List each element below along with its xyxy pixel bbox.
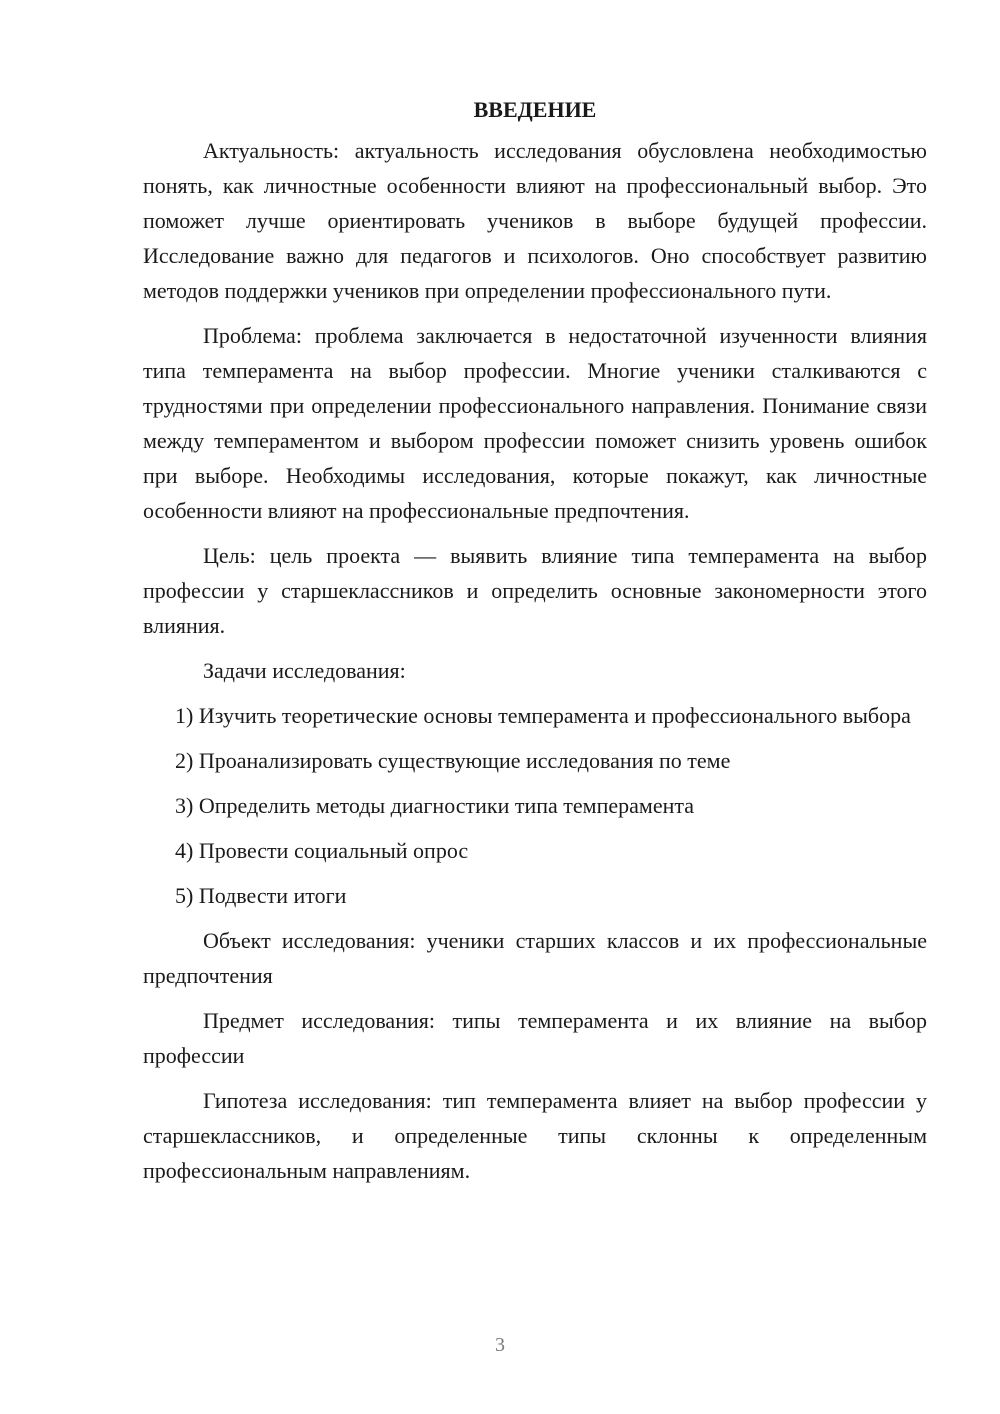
problem-paragraph: Проблема: проблема заключается в недостаточной изученности влияния типа темперамента на выбор профессии. Многие ученики сталкиваются с трудностями при определении профессионального направления. Понимание связи между темпераментом и выбором профессии поможет снизить уровень ошибок при выборе. Необходимы исследования, которые покажут, как личностные особенности влияют на профессиональные предпочтения. [143, 323, 927, 523]
subject-paragraph: Предмет исследования: типы темперамента и их влияние на выбор профессии [143, 1008, 927, 1068]
task-item-4: 4) Провести социальный опрос [175, 838, 469, 863]
tasks-heading: Задачи исследования: [203, 658, 406, 683]
hypothesis-paragraph: Гипотеза исследования: тип темперамента влияет на выбор профессии у старшеклассников, и определенные типы склонны к определенным профессиональным направлениям. [143, 1088, 927, 1183]
object-paragraph: Объект исследования: ученики старших классов и их профессиональные предпочтения [143, 928, 927, 988]
goal-paragraph: Цель: цель проекта — выявить влияние типа темперамента на выбор профессии у старшеклассников и определить основные закономерности этого влияния. [143, 543, 927, 638]
document-page [143, 96, 927, 1188]
task-item-3: 3) Определить методы диагностики типа темперамента [175, 793, 694, 818]
task-item-2: 2) Проанализировать существующие исследования по теме [175, 748, 731, 773]
document-title: ВВЕДЕНИЕ [473, 97, 597, 122]
task-item-1: 1) Изучить теоретические основы темперамента и профессионального выбора [175, 703, 911, 728]
task-item-5: 5) Подвести итоги [175, 883, 347, 908]
tasks-list [143, 698, 927, 913]
relevance-paragraph: Актуальность: актуальность исследования обусловлена необходимостью понять, как личностные особенности влияют на профессиональный выбор. Это поможет лучше ориентировать учеников в выборе будущей профессии. Исследование важно для педагогов и психологов. Оно способствует развитию методов поддержки учеников при определении профессионального пути. [143, 138, 927, 303]
page-number: 3 [495, 1334, 505, 1356]
